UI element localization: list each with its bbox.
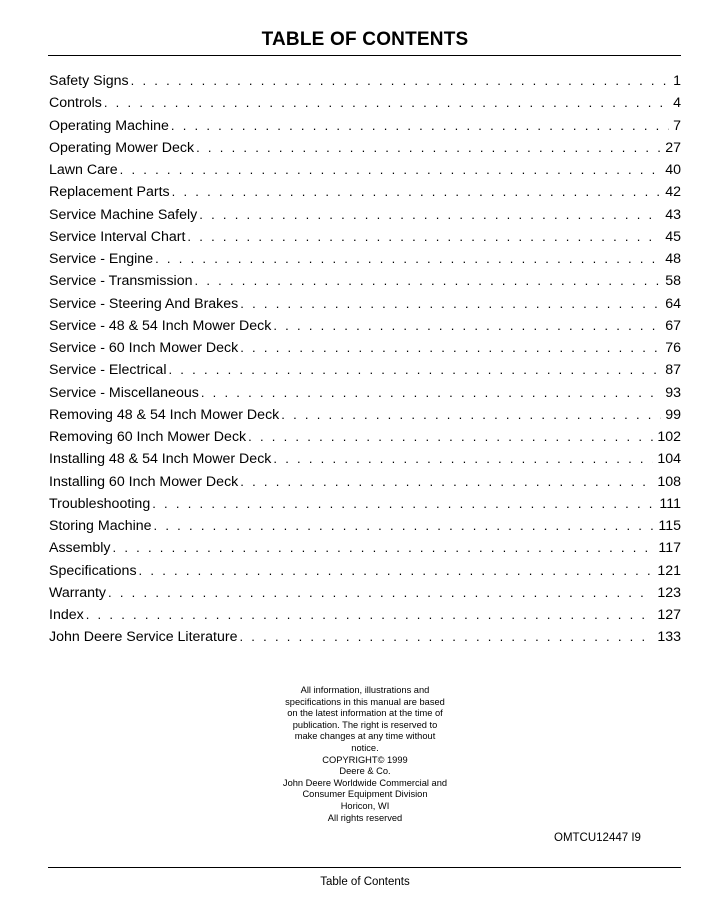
- toc-dot-leader: [154, 516, 655, 536]
- toc-entry-page: 40: [665, 162, 681, 178]
- toc-dot-leader: [104, 93, 669, 113]
- notice-line: Consumer Equipment Division: [302, 789, 428, 800]
- notice-line: specifications in this manual are based: [285, 696, 445, 707]
- toc-entry[interactable]: [49, 249, 681, 271]
- toc-dot-leader: [155, 249, 661, 269]
- toc-entry[interactable]: [49, 494, 681, 516]
- toc-dot-leader: [273, 449, 653, 469]
- toc-dot-leader: [187, 227, 661, 247]
- toc-dot-leader: [171, 116, 669, 136]
- toc-dot-leader: [113, 538, 655, 558]
- toc-entry-page: 127: [657, 607, 681, 623]
- toc-entry-page: 104: [657, 451, 681, 468]
- toc-entry[interactable]: [49, 182, 681, 204]
- toc-entry[interactable]: [49, 205, 681, 227]
- toc-entry[interactable]: [49, 338, 681, 360]
- toc-entry-label: Assembly: [49, 540, 111, 557]
- toc-entry[interactable]: [49, 71, 681, 93]
- toc-dot-leader: [196, 138, 661, 158]
- copyright-notice: [265, 685, 465, 824]
- toc-entry-label: Operating Machine: [49, 117, 169, 134]
- notice-line: All rights reserved: [327, 812, 403, 823]
- notice-line: COPYRIGHT© 1999: [322, 754, 408, 765]
- toc-dot-leader: [248, 427, 653, 447]
- toc-dot-leader: [199, 205, 661, 225]
- toc-entry[interactable]: [49, 360, 681, 382]
- toc-entry-page: 133: [657, 629, 681, 646]
- toc-entry[interactable]: [49, 227, 681, 249]
- toc-entry-label: Index: [49, 607, 84, 623]
- toc-entry-page: 108: [657, 473, 681, 490]
- toc-entry-page: 67: [665, 317, 681, 334]
- notice-line: make changes at any time without: [294, 731, 436, 742]
- toc-entry-label: Service - Transmission: [49, 273, 193, 290]
- toc-entry-page: 117: [658, 540, 681, 557]
- toc-entry[interactable]: [49, 538, 681, 560]
- toc-entry[interactable]: [49, 160, 681, 182]
- page-title: TABLE OF CONTENTS: [261, 29, 469, 50]
- toc-dot-leader: [168, 360, 661, 380]
- toc-entry-page: 7: [673, 117, 681, 134]
- toc-entry-label: Installing 48 & 54 Inch Mower Deck: [49, 451, 272, 468]
- notice-line: John Deere Worldwide Commercial and: [282, 777, 448, 788]
- toc-entry[interactable]: [49, 627, 681, 649]
- toc-dot-leader: [273, 316, 661, 336]
- toc-entry-page: 43: [665, 206, 681, 223]
- toc-entry-label: Warranty: [49, 584, 107, 601]
- toc-entry-page: 121: [657, 562, 681, 579]
- toc-entry-label: Operating Mower Deck: [49, 139, 195, 156]
- toc-entry-page: 58: [665, 273, 681, 290]
- toc-entry[interactable]: [49, 472, 681, 494]
- footer-divider: [48, 867, 681, 868]
- toc-entry-label: Removing 60 Inch Mower Deck: [49, 429, 247, 445]
- toc-entry-label: Service - Miscellaneous: [49, 384, 199, 401]
- toc-dot-leader: [139, 561, 654, 581]
- toc-dot-leader: [240, 338, 661, 358]
- toc-entry-label: John Deere Service Literature: [49, 629, 238, 646]
- toc-entry[interactable]: [49, 93, 681, 115]
- toc-entry[interactable]: [49, 271, 681, 293]
- toc-entry-label: Service - 60 Inch Mower Deck: [49, 340, 239, 356]
- toc-entry-page: 64: [665, 295, 681, 312]
- toc-entry-label: Storing Machine: [49, 518, 152, 534]
- toc-entry[interactable]: [49, 583, 681, 605]
- notice-line: notice.: [351, 742, 379, 753]
- toc-entry-page: 87: [665, 362, 681, 379]
- toc-entry-label: Service - Steering And Brakes: [49, 295, 239, 312]
- toc-entry[interactable]: [49, 427, 681, 449]
- toc-entry-page: 1: [673, 73, 681, 89]
- toc-entry-label: Service - Electrical: [49, 362, 167, 379]
- toc-dot-leader: [240, 294, 661, 314]
- toc-entry-page: 115: [658, 518, 681, 534]
- toc-entry-label: Service Machine Safely: [49, 206, 198, 223]
- title-divider: [48, 55, 681, 56]
- toc-dot-leader: [152, 494, 655, 514]
- toc-dot-leader: [239, 627, 653, 647]
- toc-entry-page: 102: [657, 429, 681, 445]
- toc-entry[interactable]: [49, 516, 681, 538]
- toc-dot-leader: [131, 71, 669, 91]
- toc-entry[interactable]: [49, 138, 681, 160]
- toc-entry-label: Service - Engine: [49, 251, 154, 267]
- toc-entry[interactable]: [49, 116, 681, 138]
- toc-entry[interactable]: [49, 316, 681, 338]
- notice-line: Horicon, WI: [340, 800, 390, 811]
- toc-dot-leader: [86, 605, 654, 625]
- toc-entry[interactable]: [49, 405, 681, 427]
- toc-entry[interactable]: [49, 605, 681, 627]
- toc-entry-page: 48: [665, 251, 681, 267]
- toc-entry[interactable]: [49, 294, 681, 316]
- toc-dot-leader: [108, 583, 653, 603]
- toc-entry[interactable]: [49, 449, 681, 471]
- toc-entry-label: Specifications: [49, 562, 137, 579]
- toc-entry[interactable]: [49, 383, 681, 405]
- toc-dot-leader: [281, 405, 661, 425]
- toc-entry-page: 93: [665, 384, 681, 401]
- toc-entry-label: Lawn Care: [49, 162, 118, 178]
- notice-line: on the latest information at the time of: [287, 708, 443, 719]
- toc-entry-page: 99: [665, 406, 681, 423]
- toc-entry-label: Removing 48 & 54 Inch Mower Deck: [49, 406, 280, 423]
- toc-entry-label: Troubleshooting: [49, 495, 151, 512]
- toc-entry-label: Replacement Parts: [49, 184, 170, 201]
- toc-entry-label: Installing 60 Inch Mower Deck: [49, 473, 239, 490]
- toc-dot-leader: [240, 472, 653, 492]
- footer-section-label: Table of Contents: [320, 876, 410, 888]
- toc-dot-leader: [201, 383, 661, 403]
- toc-entry[interactable]: [49, 561, 681, 583]
- toc-entry-page: 42: [665, 184, 681, 201]
- notice-line: All information, illustrations and: [300, 685, 430, 695]
- toc-entry-label: Safety Signs: [49, 73, 129, 89]
- toc-entry-page: 76: [665, 340, 681, 356]
- toc-dot-leader: [172, 182, 662, 202]
- toc-dot-leader: [120, 160, 662, 180]
- toc-entry-page: 27: [665, 139, 681, 156]
- toc-entry-page: 4: [673, 95, 681, 112]
- toc-entry-page: 123: [657, 584, 681, 601]
- notice-line: Deere & Co.: [339, 766, 391, 777]
- toc-dot-leader: [195, 271, 662, 291]
- toc-entry-page: 111: [659, 495, 681, 512]
- toc-entry-label: Service Interval Chart: [49, 228, 186, 245]
- toc-entry-page: 45: [665, 228, 681, 245]
- toc-entry-label: Controls: [49, 95, 102, 112]
- toc-list: [49, 71, 681, 650]
- toc-entry-label: Service - 48 & 54 Inch Mower Deck: [49, 317, 272, 334]
- notice-line: publication. The right is reserved to: [292, 719, 438, 730]
- document-id: OMTCU12447 I9: [554, 832, 641, 844]
